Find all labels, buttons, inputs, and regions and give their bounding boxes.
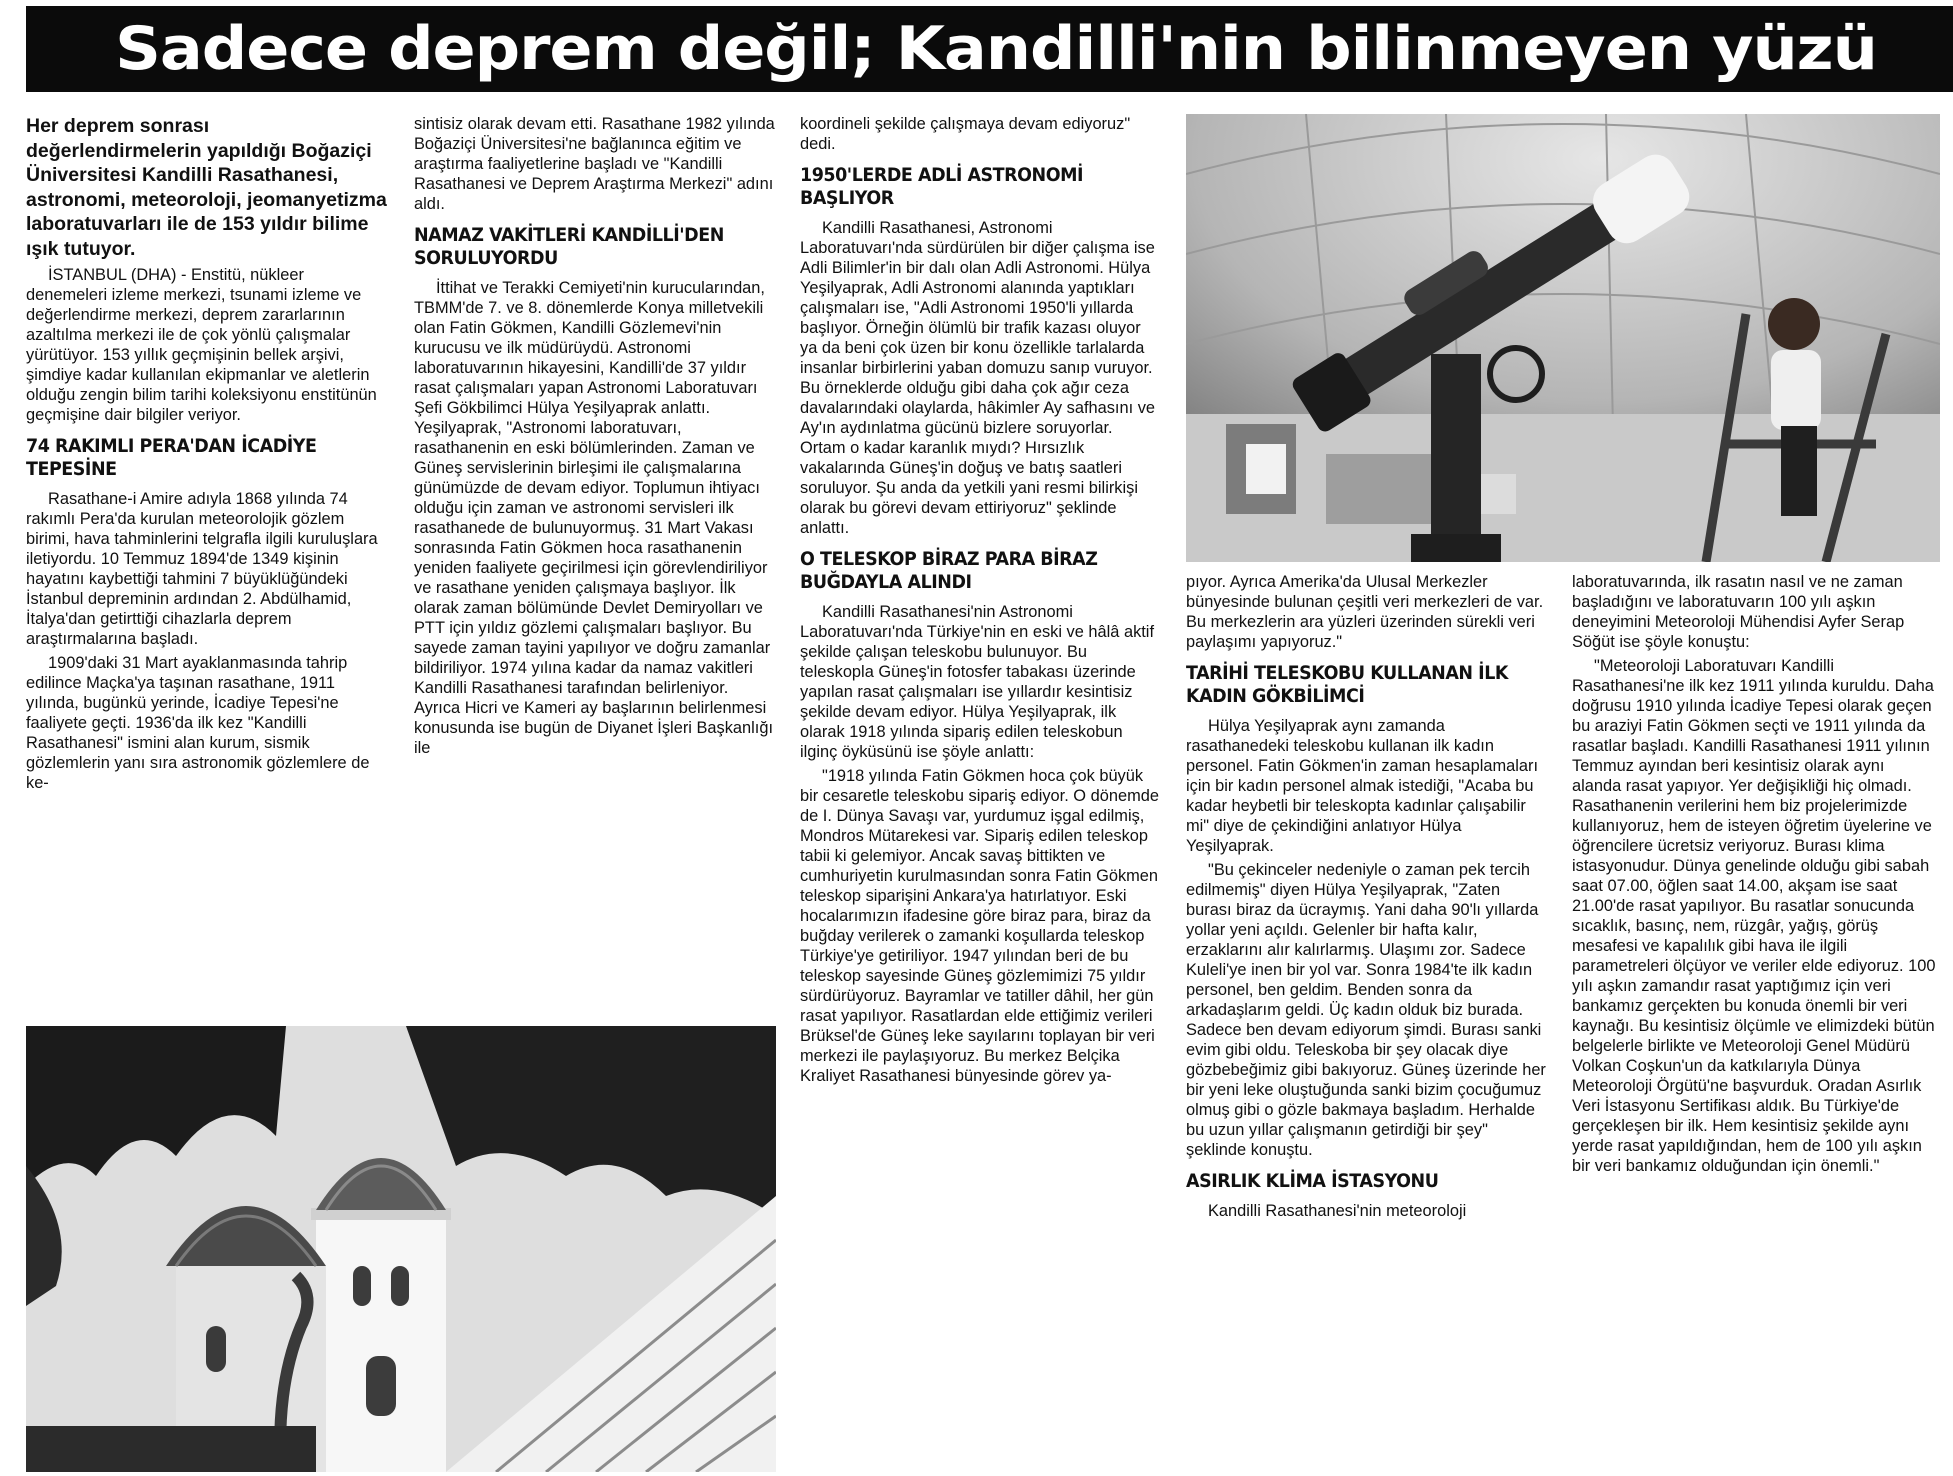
observatory-building-photo: [26, 1026, 776, 1472]
observatory-photo-illustration: [26, 1026, 776, 1472]
article-column-2: [414, 114, 776, 1014]
telescope-photo: [1186, 114, 1940, 562]
headline-banner: [26, 6, 1953, 92]
article-column-3: [800, 114, 1162, 1472]
paragraph: 1909'daki 31 Mart ayaklanmasında tahrip edilince Maçka'ya taşınan rasathane, 1911 yılında, bugünkü yerinde, İcadiye Tepesi'ne faaliyete geçti. 1936'da ilk kez "Kandilli Rasathanesi" ismini alan kurum, sismik gözlemlerin yanı sıra astronomik gözlemlere de ke-: [26, 654, 370, 792]
paragraph: pıyor. Ayrıca Amerika'da Ulusal Merkezler bünyesinde bulunan çeşitli veri merkezleri de var. Bu merkezlerin ara yüzleri üzerinden sürekli veri paylaşımı yapıyoruz.": [1186, 573, 1544, 651]
paragraph: İSTANBUL (DHA) - Enstitü, nükleer denemeleri izleme merkezi, tsunami izleme ve değerlendirme merkezi, deprem zararlarının azaltılma merkezi ile de çok yönlü çalışmalar yürütüyor. 153 yıllık geçmişinin bellek arşivi, şimdiye kadar kullanılan ekipmanlar ve aletlerin olduğu zengin bilim tarihi koleksiyonu enstitünün geçmişine dair bilgiler veriyor.: [26, 266, 377, 424]
paragraph: Kandilli Rasathanesi, Astronomi Laboratuvarı'nda sürdürülen bir diğer çalışma ise Adli Bilimler'in bir dalı olan Adli Astronomi. Hülya Yeşilyaprak, Adli Astronomi alanında yaptıkları çalışmaları ise, "Adli Astronomi 1950'li yıllarda başlıyor. Örneğin ölümlü bir trafik kazası oluyor ya da beni çok üzen bir konu özellikle tarlalarda insanlar birbirlerini yaban domuzu sanıp vuruyor. Bu örneklerde olduğu gibi daha çok ağır ceza davalarındaki olaylarda, hâkimler Ay safhasını ve Ay'ın aydınlatma gücünü bizlere soruyorlar. Ortam o kadar karanlık mıydı? Hırsızlık vakalarında Güneş'in doğuş ve batış saatleri soruluyor. Şu anda da yetkili yani resmi bilirkişi olarak bu görevi devam ettiriyoruz" şeklinde anlattı.: [800, 219, 1156, 537]
paragraph: İttihat ve Terakki Cemiyeti'nin kurucularından, TBMM'de 7. ve 8. dönemlerde Konya milletvekili olan Fatin Gökmen, Kandilli Gözlemevi'nin kurucusu ve ilk müdürüydü. Astronomi laboratuvarının hikayesini, Kandilli'de 37 yıldır rasat çalışmaları yapan Astronomi Laboratuvarı Şefi Gökbilimci Hülya Yeşilyaprak anlattı. Yeşilyaprak, "Astronomi laboratuvarı, rasathanenin en eski bölümlerinden. Zaman ve Güneş servislerinin birleşimi ile çalışmalarına günümüzde de devam ediyor. Toplumun ihtiyacı olduğu için zaman ve astronomi servisleri ilk rasathanede de bulunuyormuş. 31 Mart Vakası sonrasında Fatin Gökmen hoca rasathanenin yeniden faaliyete geçirilmesi için görevlendiriliyor ve rasathane yeniden çalışmaya başlıyor. İlk olarak zaman bölümünde Devlet Demiryolları ve PTT için yıldız gözlemi çalışmaları başlıyor. Bu sayede zaman tayini yapılıyor ve doğru zamanlar bildiriliyor. 1974 yılına kadar da namaz vakitleri Kandilli Rasathanesi tarafından belirleniyor. Ayrıca Hicri ve Kameri ay başlarının belirlenmesi konusunda ise bugün de Diyanet İşleri Başkanlığı ile: [414, 279, 774, 757]
article-column-5: [1572, 572, 1936, 1472]
section-heading: 1950'LERDE ADLİ ASTRONOMİ BAŞLIYOR: [800, 164, 1084, 209]
article-column-4: [1186, 572, 1550, 1472]
paragraph: Hülya Yeşilyaprak aynı zamanda rasathanedeki teleskobu kullanan ilk kadın personel. Fatin Gökmen'in zaman hesaplamaları için bir kadın personel almak istediği, "Acaba bu kadar heybetli bir teleskopta kadınlar çalışabilir mi" diye de çekindiğini anlatıyor Hülya Yeşilyaprak.: [1186, 717, 1539, 855]
section-heading: TARİHİ TELESKOBU KULLANAN İLK KADIN GÖKBİLİMCİ: [1186, 662, 1508, 707]
section-heading: ASIRLIK KLİMA İSTASYONU: [1186, 1170, 1439, 1192]
article-lede: Her deprem sonrası değerlendirmelerin yapıldığı Boğaziçi Üniversitesi Kandilli Rasathanesi, astronomi, meteoroloji, jeomanyetizma laboratuvarları ile de 153 yıldır bilime ışık tutuyor.: [26, 115, 387, 260]
paragraph: Rasathane-i Amire adıyla 1868 yılında 74 rakımlı Pera'da kurulan meteorolojik gözlem birimi, hava tahminlerini telgrafla ilgili kuruluşlara iletiyordu. 10 Temmuz 1894'de 1349 kişinin hayatını kaybettiği tahmini 7 büyüklüğündeki İstanbul depreminin ardından 2. Abdülhamid, İtalya'dan getirttiği cihazlarla deprem araştırmalarına başladı.: [26, 490, 378, 648]
headline: Sadece deprem değil; Kandilli'nin bilinmeyen yüzü: [115, 14, 1877, 84]
section-heading: O TELESKOP BİRAZ PARA BİRAZ BUĞDAYLA ALINDI: [800, 548, 1098, 593]
paragraph: laboratuvarında, ilk rasatın nasıl ve ne zaman başladığını ve laboratuvarın 100 yılı aşkın deneyimini Meteoroloji Mühendisi Ayfer Serap Söğüt ise şöyle konuştu:: [1572, 573, 1905, 651]
section-heading: 74 RAKIMLI PERA'DAN İCADİYE TEPESİNE: [26, 435, 317, 480]
article-column-1: [26, 114, 388, 1014]
section-heading: NAMAZ VAKİTLERİ KANDİLLİ'DEN SORULUYORDU: [414, 224, 724, 269]
paragraph: "Bu çekinceler nedeniyle o zaman pek tercih edilmemiş" diyen Hülya Yeşilyaprak, "Zaten burası biraz da ücraymış. Yani daha 90'lı yıllarda yollar yeni açıldı. Gelenler bir hafta kalır, erzaklarını alır kalırlarmış. Ulaşımı zor. Sadece Kuleli'ye inen bir yol var. Sonra 1984'te ilk kadın personel, ben geldim. Benden sonra da arkadaşlarım geldi. Üç kadın olduk biz burada. Sadece ben devam ediyorum şimdi. Burası sanki evim gibi oldu. Teleskoba bir şey olacak diye gözbebeğimiz gibi bakıyoruz. Güneş üzerinde her bir yeni leke oluştuğunda sanki bizim çocuğumuz olmuş gibi o gözle bakmaya başladım. Herhalde bu uzun yıllar çalışmanın getirdiği bir şey" şeklinde konuştu.: [1186, 861, 1546, 1159]
paragraph: "Meteoroloji Laboratuvarı Kandilli Rasathanesi'ne ilk kez 1911 yılında kuruldu. Daha doğrusu 1910 yılında İcadiye Tepesi olarak geçen bu araziyi Fatin Gökmen seçti ve 1911 yılında da rasatlar başladı. Kandilli Rasathanesi 1911 yılının Temmuz ayından beri kesintisiz olarak aynı alanda rasat yapıyor. Yer değişikliği hiç olmadı. Rasathanenin verilerini hem biz projelerimizde kullanıyoruz, hem de isteyen öğretim üyelerine ve öğrencilere ücretsiz veriyoruz. Burası klima istasyonudur. Dünya genelinde olduğu gibi sabah saat 07.00, öğlen saat 14.00, akşam ise saat 21.00'de rasat yapılıyor. Bu rasatlar sonucunda sıcaklık, basınç, nem, rüzgâr, yağış, görüş mesafesi ve kapalılık gibi hava ile ilgili parametreleri ölçüyor ve veriler elde ediyoruz. 100 yılı aşkın zamandır rasat yaptığımız için veri bankamız gerçekten bu konuda önemli bir veri kaynağı. Bu kesintisiz ölçümle ve elimizdeki bütün belgelerle birlikte ve Meteoroloji Genel Müdürü Volkan Coşkun'un da katkılarıyla Dünya Meteoroloji Örgütü'ne başvurduk. Oradan Asırlık Veri İstasyonu Sertifikası aldık. Bu Türkiye'de gerçekleşen bir ilk. Hem kesintisiz şekilde aynı yerde rasat yapıldığından, hem de 100 yılı aşkın bir veri bankamız olduğundan için önemli.": [1572, 657, 1936, 1175]
paragraph: koordineli şekilde çalışmaya devam ediyoruz" dedi.: [800, 115, 1131, 153]
paragraph: Kandilli Rasathanesi'nin meteoroloji: [1208, 1202, 1467, 1220]
telescope-photo-illustration: [1186, 114, 1940, 562]
paragraph: Kandilli Rasathanesi'nin Astronomi Laboratuvarı'nda Türkiye'nin en eski ve hâlâ aktif şekilde çalışan teleskobu bulunuyor. Bu teleskopla Güneş'in fotosfer tabakası üzerinde yapılan rasat çalışmaları ise yıllardır kesintisiz şekilde devam ediyor. Hülya Yeşilyaprak, ilk olarak 1918 yılında sipariş edilen teleskobun ilginç öyküsünü ise şöyle anlattı:: [800, 603, 1155, 761]
paragraph: "1918 yılında Fatin Gökmen hoca çok büyük bir cesaretle teleskobu sipariş ediyor. O dönemde de I. Dünya Savaşı var, yurdumuz işgal edilmiş, Mondros Mütarekesi var. Sipariş edilen teleskop tabii ki gelemiyor. Ancak savaş bittikten ve cumhuriyetin kurulmasından sonra Fatin Gökmen teleskop siparişini Ankara'ya hatırlatıyor. Eski hocalarımızın ifadesine göre biraz para, biraz da buğday verilerek o zamanki koşullarda teleskop Türkiye'ye getiriliyor. 1947 yılından beri de bu teleskop sayesinde Güneş gözlemimizi 75 yıldır sürdürüyoruz. Bayramlar ve tatiller dâhil, her gün rasat yapılıyor. Rasatlardan elde ettiğimiz verileri Brüksel'de Güneş leke sayılarını toplayan bir veri merkezi ile paylaşıyoruz. Bu merkez Belçika Kraliyet Rasathanesi bünyesinde görev ya-: [800, 767, 1159, 1085]
paragraph: sintisiz olarak devam etti. Rasathane 1982 yılında Boğaziçi Üniversitesi'ne bağlanınca eğitim ve araştırma faaliyetlerine başladı ve "Kandilli Rasathanesi ve Deprem Araştırma Merkezi" adını aldı.: [414, 115, 775, 213]
